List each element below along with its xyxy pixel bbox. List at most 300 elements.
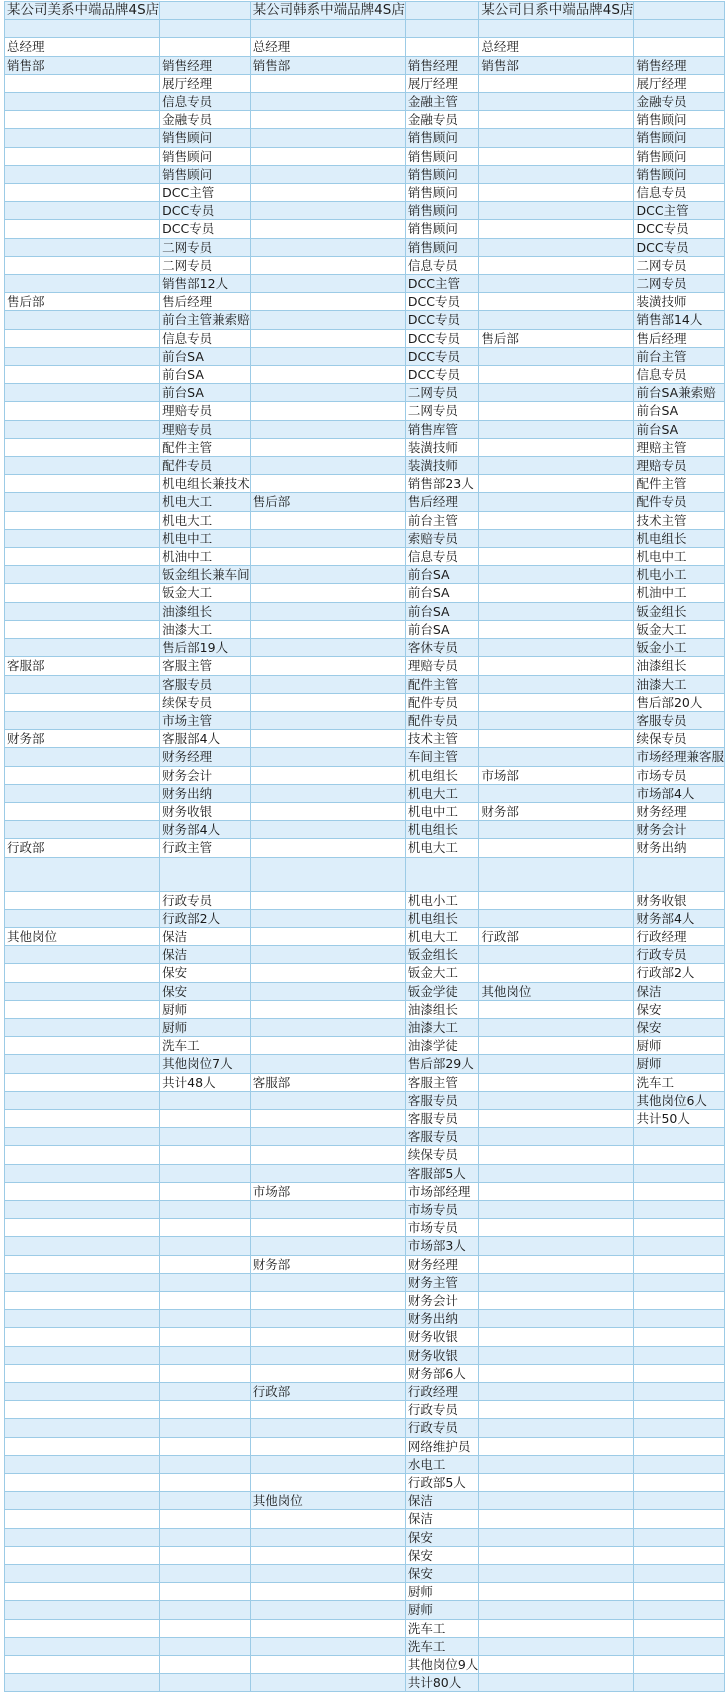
cell-jp-role[interactable]: 技术主管	[634, 511, 725, 529]
cell-us-role[interactable]	[160, 1583, 251, 1601]
cell-us-dept[interactable]	[5, 1656, 160, 1674]
cell-kr-dept[interactable]	[250, 1200, 405, 1218]
header-cell[interactable]	[479, 2, 634, 20]
cell-jp-dept[interactable]	[479, 20, 634, 38]
cell-jp-role[interactable]: 信息专员	[634, 366, 725, 384]
cell-kr-role[interactable]: 销售顾问	[405, 165, 478, 183]
cell-kr-dept[interactable]	[250, 1310, 405, 1328]
cell-kr-dept[interactable]	[250, 927, 405, 945]
cell-us-role[interactable]	[160, 1674, 251, 1692]
cell-us-role[interactable]	[160, 20, 251, 38]
cell-jp-role[interactable]	[634, 1637, 725, 1655]
cell-us-role[interactable]	[160, 1637, 251, 1655]
cell-us-dept[interactable]	[5, 329, 160, 347]
cell-us-role[interactable]	[160, 1255, 251, 1273]
cell-kr-role[interactable]	[405, 20, 478, 38]
cell-jp-role[interactable]	[634, 20, 725, 38]
cell-jp-role[interactable]: 前台SA	[634, 420, 725, 438]
cell-us-dept[interactable]	[5, 1546, 160, 1564]
cell-us-dept[interactable]	[5, 511, 160, 529]
cell-kr-role[interactable]: DCC专员	[405, 329, 478, 347]
cell-us-role[interactable]: 销售顾问	[160, 165, 251, 183]
cell-kr-dept[interactable]	[250, 1419, 405, 1437]
cell-kr-role[interactable]: 销售顾问	[405, 147, 478, 165]
cell-us-role[interactable]: 配件专员	[160, 457, 251, 475]
cell-jp-dept[interactable]	[479, 402, 634, 420]
cell-us-dept[interactable]	[5, 1018, 160, 1036]
cell-us-dept[interactable]	[5, 1619, 160, 1637]
cell-us-role[interactable]: 金融专员	[160, 111, 251, 129]
cell-kr-dept[interactable]	[250, 639, 405, 657]
cell-jp-role[interactable]: 其他岗位6人	[634, 1091, 725, 1109]
cell-jp-role[interactable]	[634, 1292, 725, 1310]
cell-us-dept[interactable]	[5, 1273, 160, 1291]
cell-us-role[interactable]: DCC专员	[160, 202, 251, 220]
cell-kr-dept[interactable]	[250, 347, 405, 365]
cell-jp-role[interactable]: 机电小工	[634, 566, 725, 584]
cell-kr-dept[interactable]	[250, 1510, 405, 1528]
cell-kr-dept[interactable]	[250, 438, 405, 456]
cell-jp-role[interactable]: 财务会计	[634, 821, 725, 839]
cell-us-dept[interactable]	[5, 93, 160, 111]
cell-kr-dept[interactable]	[250, 529, 405, 547]
cell-us-dept[interactable]	[5, 529, 160, 547]
cell-us-role[interactable]: 共计48人	[160, 1073, 251, 1091]
cell-kr-role[interactable]: 油漆组长	[405, 1000, 478, 1018]
cell-us-dept[interactable]	[5, 20, 160, 38]
cell-us-role[interactable]: 客服部4人	[160, 730, 251, 748]
cell-us-dept[interactable]: 销售部	[5, 56, 160, 74]
cell-kr-role[interactable]: 客服专员	[405, 1091, 478, 1109]
cell-kr-dept[interactable]	[250, 1528, 405, 1546]
cell-kr-dept[interactable]	[250, 982, 405, 1000]
cell-jp-role[interactable]	[634, 1273, 725, 1291]
cell-jp-role[interactable]: 洗车工	[634, 1073, 725, 1091]
cell-us-dept[interactable]	[5, 821, 160, 839]
cell-us-role[interactable]: 理赔专员	[160, 402, 251, 420]
cell-kr-role[interactable]: 销售库管	[405, 420, 478, 438]
cell-jp-role[interactable]: 行政经理	[634, 927, 725, 945]
cell-us-dept[interactable]	[5, 1073, 160, 1091]
cell-jp-dept[interactable]	[479, 384, 634, 402]
cell-jp-dept[interactable]: 总经理	[479, 38, 634, 56]
cell-kr-dept[interactable]: 市场部	[250, 1182, 405, 1200]
cell-jp-role[interactable]	[634, 1182, 725, 1200]
cell-jp-dept[interactable]	[479, 1492, 634, 1510]
cell-us-dept[interactable]: 财务部	[5, 730, 160, 748]
cell-jp-role[interactable]: 售后经理	[634, 329, 725, 347]
cell-us-role[interactable]: 销售顾问	[160, 129, 251, 147]
cell-us-dept[interactable]	[5, 238, 160, 256]
cell-kr-role[interactable]: 其他岗位9人	[405, 1656, 478, 1674]
cell-us-role[interactable]	[160, 1455, 251, 1473]
cell-jp-role[interactable]	[634, 1128, 725, 1146]
cell-jp-dept[interactable]: 销售部	[479, 56, 634, 74]
cell-kr-dept[interactable]	[250, 821, 405, 839]
cell-kr-dept[interactable]	[250, 1109, 405, 1127]
cell-kr-dept[interactable]	[250, 784, 405, 802]
header-cell[interactable]	[5, 2, 160, 20]
cell-kr-dept[interactable]	[250, 384, 405, 402]
cell-us-role[interactable]	[160, 1401, 251, 1419]
cell-jp-role[interactable]	[634, 1546, 725, 1564]
cell-us-role[interactable]: 信息专员	[160, 329, 251, 347]
cell-kr-dept[interactable]	[250, 566, 405, 584]
cell-kr-role[interactable]: 保安	[405, 1528, 478, 1546]
cell-us-dept[interactable]	[5, 1583, 160, 1601]
cell-kr-role[interactable]: 销售部23人	[405, 475, 478, 493]
cell-jp-dept[interactable]	[479, 730, 634, 748]
cell-jp-role[interactable]: 装潢技师	[634, 293, 725, 311]
cell-jp-dept[interactable]: 行政部	[479, 927, 634, 945]
cell-us-dept[interactable]	[5, 1383, 160, 1401]
cell-jp-role[interactable]	[634, 1656, 725, 1674]
cell-us-role[interactable]	[160, 1146, 251, 1164]
cell-kr-dept[interactable]	[250, 584, 405, 602]
cell-kr-role[interactable]: 销售顾问	[405, 184, 478, 202]
cell-jp-role[interactable]: 售后部20人	[634, 693, 725, 711]
cell-jp-dept[interactable]	[479, 493, 634, 511]
cell-jp-dept[interactable]	[479, 202, 634, 220]
cell-jp-role[interactable]: 续保专员	[634, 730, 725, 748]
cell-jp-role[interactable]: 共计50人	[634, 1109, 725, 1127]
cell-kr-dept[interactable]	[250, 1018, 405, 1036]
cell-kr-role[interactable]: 装潢技师	[405, 457, 478, 475]
cell-us-dept[interactable]	[5, 1109, 160, 1127]
cell-us-dept[interactable]	[5, 1565, 160, 1583]
cell-us-role[interactable]: 配件主管	[160, 438, 251, 456]
cell-kr-dept[interactable]	[250, 748, 405, 766]
header-cell[interactable]	[250, 2, 405, 20]
cell-us-dept[interactable]	[5, 420, 160, 438]
cell-us-role[interactable]: 信息专员	[160, 93, 251, 111]
cell-us-role[interactable]	[160, 1310, 251, 1328]
cell-kr-role[interactable]: DCC专员	[405, 293, 478, 311]
cell-us-dept[interactable]	[5, 1055, 160, 1073]
cell-us-dept[interactable]	[5, 1000, 160, 1018]
cell-kr-role[interactable]: 续保专员	[405, 1146, 478, 1164]
cell-kr-dept[interactable]	[250, 766, 405, 784]
cell-kr-dept[interactable]: 行政部	[250, 1383, 405, 1401]
cell-jp-dept[interactable]: 市场部	[479, 766, 634, 784]
cell-kr-dept[interactable]	[250, 1128, 405, 1146]
cell-us-role[interactable]	[160, 1292, 251, 1310]
cell-us-role[interactable]: 洗车工	[160, 1037, 251, 1055]
cell-kr-dept[interactable]: 总经理	[250, 38, 405, 56]
cell-kr-role[interactable]: 油漆大工	[405, 1018, 478, 1036]
cell-us-dept[interactable]	[5, 165, 160, 183]
cell-us-role[interactable]	[160, 1109, 251, 1127]
cell-us-role[interactable]: 机油中工	[160, 548, 251, 566]
cell-us-dept[interactable]	[5, 1182, 160, 1200]
cell-jp-dept[interactable]	[479, 1474, 634, 1492]
cell-kr-dept[interactable]	[250, 657, 405, 675]
cell-jp-role[interactable]: 机电组长	[634, 529, 725, 547]
cell-jp-dept[interactable]	[479, 457, 634, 475]
cell-kr-dept[interactable]	[250, 311, 405, 329]
cell-us-dept[interactable]	[5, 129, 160, 147]
cell-jp-dept[interactable]	[479, 566, 634, 584]
cell-us-role[interactable]: 其他岗位7人	[160, 1055, 251, 1073]
cell-kr-dept[interactable]: 客服部	[250, 1073, 405, 1091]
cell-us-dept[interactable]	[5, 784, 160, 802]
cell-jp-role[interactable]: 销售部14人	[634, 311, 725, 329]
cell-kr-role[interactable]: 前台SA	[405, 620, 478, 638]
cell-jp-dept[interactable]	[479, 1091, 634, 1109]
cell-us-role[interactable]	[160, 1528, 251, 1546]
cell-us-dept[interactable]	[5, 1419, 160, 1437]
cell-kr-role[interactable]: 售后部29人	[405, 1055, 478, 1073]
cell-us-role[interactable]: 销售顾问	[160, 147, 251, 165]
cell-kr-dept[interactable]	[250, 93, 405, 111]
cell-jp-dept[interactable]	[479, 1346, 634, 1364]
cell-us-role[interactable]: DCC主管	[160, 184, 251, 202]
cell-us-role[interactable]	[160, 1474, 251, 1492]
cell-jp-dept[interactable]	[479, 366, 634, 384]
cell-jp-dept[interactable]	[479, 891, 634, 909]
cell-jp-role[interactable]: 钣金大工	[634, 620, 725, 638]
cell-kr-dept[interactable]	[250, 329, 405, 347]
cell-jp-role[interactable]: 市场经理兼客服	[634, 748, 725, 766]
cell-kr-dept[interactable]	[250, 1637, 405, 1655]
cell-us-role[interactable]	[160, 1164, 251, 1182]
cell-jp-role[interactable]	[634, 38, 725, 56]
cell-kr-dept[interactable]: 销售部	[250, 56, 405, 74]
cell-kr-role[interactable]: 钣金学徒	[405, 982, 478, 1000]
cell-us-dept[interactable]	[5, 1474, 160, 1492]
cell-kr-dept[interactable]	[250, 1364, 405, 1382]
cell-us-dept[interactable]	[5, 1310, 160, 1328]
cell-us-role[interactable]: 行政专员	[160, 891, 251, 909]
cell-us-dept[interactable]	[5, 1200, 160, 1218]
cell-jp-dept[interactable]	[479, 93, 634, 111]
cell-us-role[interactable]	[160, 1565, 251, 1583]
cell-us-role[interactable]: 机电大工	[160, 493, 251, 511]
cell-jp-role[interactable]	[634, 1346, 725, 1364]
cell-kr-dept[interactable]	[250, 1055, 405, 1073]
cell-kr-role[interactable]: 机电组长	[405, 821, 478, 839]
cell-us-dept[interactable]	[5, 891, 160, 909]
cell-jp-role[interactable]	[634, 1528, 725, 1546]
cell-jp-dept[interactable]: 售后部	[479, 329, 634, 347]
cell-jp-dept[interactable]	[479, 857, 634, 891]
cell-jp-dept[interactable]	[479, 1292, 634, 1310]
cell-kr-dept[interactable]	[250, 1437, 405, 1455]
cell-jp-dept[interactable]	[479, 511, 634, 529]
cell-kr-dept[interactable]	[250, 1455, 405, 1473]
cell-jp-role[interactable]	[634, 1255, 725, 1273]
cell-kr-dept[interactable]	[250, 964, 405, 982]
cell-kr-dept[interactable]	[250, 1474, 405, 1492]
cell-kr-role[interactable]: 配件主管	[405, 675, 478, 693]
cell-jp-role[interactable]	[634, 1583, 725, 1601]
cell-jp-role[interactable]: 展厅经理	[634, 74, 725, 92]
cell-us-dept[interactable]	[5, 1601, 160, 1619]
cell-kr-dept[interactable]	[250, 548, 405, 566]
cell-kr-dept[interactable]	[250, 675, 405, 693]
cell-kr-dept[interactable]	[250, 256, 405, 274]
cell-jp-role[interactable]	[634, 1219, 725, 1237]
cell-kr-role[interactable]: 网络维护员	[405, 1437, 478, 1455]
cell-jp-dept[interactable]	[479, 129, 634, 147]
cell-kr-dept[interactable]	[250, 1346, 405, 1364]
cell-kr-dept[interactable]	[250, 1601, 405, 1619]
cell-us-dept[interactable]	[5, 438, 160, 456]
cell-kr-role[interactable]: 客服主管	[405, 1073, 478, 1091]
cell-jp-role[interactable]	[634, 1401, 725, 1419]
cell-us-role[interactable]	[160, 1601, 251, 1619]
cell-us-role[interactable]: 行政部2人	[160, 909, 251, 927]
cell-us-dept[interactable]	[5, 384, 160, 402]
cell-kr-dept[interactable]	[250, 1292, 405, 1310]
cell-jp-dept[interactable]	[479, 1510, 634, 1528]
cell-us-dept[interactable]	[5, 602, 160, 620]
cell-kr-dept[interactable]	[250, 839, 405, 857]
cell-jp-dept[interactable]	[479, 256, 634, 274]
cell-jp-dept[interactable]	[479, 711, 634, 729]
cell-kr-role[interactable]: 行政经理	[405, 1383, 478, 1401]
cell-jp-dept[interactable]	[479, 1073, 634, 1091]
cell-us-role[interactable]: 二网专员	[160, 256, 251, 274]
cell-jp-role[interactable]: 客服专员	[634, 711, 725, 729]
cell-kr-dept[interactable]	[250, 202, 405, 220]
cell-us-dept[interactable]	[5, 1091, 160, 1109]
cell-kr-dept[interactable]	[250, 129, 405, 147]
cell-kr-role[interactable]: 保安	[405, 1565, 478, 1583]
cell-kr-role[interactable]	[405, 38, 478, 56]
cell-us-role[interactable]	[160, 1419, 251, 1437]
cell-kr-role[interactable]: 市场专员	[405, 1219, 478, 1237]
cell-kr-role[interactable]: 保安	[405, 1546, 478, 1564]
cell-us-dept[interactable]	[5, 1128, 160, 1146]
cell-us-dept[interactable]	[5, 1492, 160, 1510]
cell-us-role[interactable]: 机电组长兼技术	[160, 475, 251, 493]
cell-kr-role[interactable]: 装潢技师	[405, 438, 478, 456]
cell-us-role[interactable]	[160, 1200, 251, 1218]
cell-us-role[interactable]: 前台SA	[160, 347, 251, 365]
cell-kr-dept[interactable]	[250, 165, 405, 183]
cell-jp-dept[interactable]	[479, 1455, 634, 1473]
cell-kr-dept[interactable]: 其他岗位	[250, 1492, 405, 1510]
cell-kr-dept[interactable]	[250, 1328, 405, 1346]
cell-us-role[interactable]	[160, 857, 251, 891]
cell-jp-dept[interactable]	[479, 1401, 634, 1419]
cell-kr-dept[interactable]	[250, 1546, 405, 1564]
cell-kr-dept[interactable]	[250, 620, 405, 638]
cell-kr-role[interactable]: 行政部5人	[405, 1474, 478, 1492]
cell-kr-dept[interactable]	[250, 711, 405, 729]
cell-us-role[interactable]	[160, 1091, 251, 1109]
cell-kr-role[interactable]: 机电组长	[405, 909, 478, 927]
cell-us-role[interactable]: 财务出纳	[160, 784, 251, 802]
cell-us-dept[interactable]	[5, 1255, 160, 1273]
cell-us-dept[interactable]	[5, 711, 160, 729]
cell-kr-dept[interactable]	[250, 1583, 405, 1601]
cell-kr-role[interactable]: 机电大工	[405, 839, 478, 857]
cell-jp-role[interactable]: 市场专员	[634, 766, 725, 784]
cell-us-dept[interactable]	[5, 311, 160, 329]
cell-kr-role[interactable]: 二网专员	[405, 384, 478, 402]
cell-us-dept[interactable]: 其他岗位	[5, 927, 160, 945]
cell-us-dept[interactable]	[5, 1346, 160, 1364]
cell-jp-dept[interactable]: 其他岗位	[479, 982, 634, 1000]
cell-jp-dept[interactable]	[479, 1656, 634, 1674]
cell-us-dept[interactable]	[5, 475, 160, 493]
cell-kr-role[interactable]: 机电小工	[405, 891, 478, 909]
cell-us-role[interactable]: 厨师	[160, 1000, 251, 1018]
cell-us-dept[interactable]	[5, 620, 160, 638]
cell-kr-role[interactable]: 保洁	[405, 1492, 478, 1510]
cell-us-role[interactable]	[160, 1346, 251, 1364]
cell-us-role[interactable]	[160, 1437, 251, 1455]
cell-kr-role[interactable]: 客休专员	[405, 639, 478, 657]
header-cell[interactable]	[634, 2, 725, 20]
cell-us-role[interactable]	[160, 1656, 251, 1674]
cell-us-role[interactable]: 油漆大工	[160, 620, 251, 638]
cell-jp-role[interactable]: 保安	[634, 1018, 725, 1036]
cell-kr-role[interactable]: 行政专员	[405, 1419, 478, 1437]
cell-kr-role[interactable]: 金融主管	[405, 93, 478, 111]
cell-us-dept[interactable]	[5, 748, 160, 766]
cell-jp-dept[interactable]	[479, 184, 634, 202]
cell-jp-dept[interactable]	[479, 1383, 634, 1401]
cell-us-role[interactable]	[160, 1383, 251, 1401]
cell-jp-dept[interactable]	[479, 347, 634, 365]
cell-kr-role[interactable]: 共计80人	[405, 1674, 478, 1692]
cell-us-dept[interactable]	[5, 1637, 160, 1655]
cell-us-dept[interactable]	[5, 1237, 160, 1255]
cell-kr-dept[interactable]	[250, 946, 405, 964]
cell-us-dept[interactable]	[5, 766, 160, 784]
cell-kr-role[interactable]: 洗车工	[405, 1619, 478, 1637]
cell-jp-role[interactable]	[634, 1492, 725, 1510]
cell-jp-dept[interactable]	[479, 1128, 634, 1146]
cell-jp-dept[interactable]	[479, 293, 634, 311]
cell-us-role[interactable]: 钣金大工	[160, 584, 251, 602]
cell-kr-role[interactable]: 机电组长	[405, 766, 478, 784]
cell-us-role[interactable]	[160, 1328, 251, 1346]
cell-kr-role[interactable]: 市场专员	[405, 1200, 478, 1218]
cell-us-role[interactable]: 行政主管	[160, 839, 251, 857]
cell-us-dept[interactable]	[5, 147, 160, 165]
cell-jp-role[interactable]: 理赔主管	[634, 438, 725, 456]
cell-kr-role[interactable]: DCC专员	[405, 311, 478, 329]
cell-us-dept[interactable]	[5, 1510, 160, 1528]
cell-kr-role[interactable]: 机电中工	[405, 802, 478, 820]
cell-us-dept[interactable]	[5, 802, 160, 820]
cell-jp-role[interactable]	[634, 1565, 725, 1583]
cell-kr-dept[interactable]	[250, 20, 405, 38]
cell-kr-role[interactable]: 油漆学徒	[405, 1037, 478, 1055]
cell-jp-dept[interactable]	[479, 821, 634, 839]
cell-jp-dept[interactable]	[479, 1018, 634, 1036]
header-cell[interactable]	[405, 2, 478, 20]
cell-us-role[interactable]: 售后经理	[160, 293, 251, 311]
cell-jp-dept[interactable]	[479, 839, 634, 857]
cell-us-role[interactable]: 售后部19人	[160, 639, 251, 657]
cell-kr-role[interactable]: 水电工	[405, 1455, 478, 1473]
cell-us-dept[interactable]	[5, 909, 160, 927]
cell-us-role[interactable]: 财务收银	[160, 802, 251, 820]
cell-jp-role[interactable]: 财务收银	[634, 891, 725, 909]
cell-jp-dept[interactable]	[479, 275, 634, 293]
cell-us-role[interactable]: 续保专员	[160, 693, 251, 711]
cell-jp-dept[interactable]	[479, 1219, 634, 1237]
cell-jp-dept[interactable]	[479, 147, 634, 165]
cell-kr-dept[interactable]	[250, 74, 405, 92]
cell-kr-role[interactable]: 配件专员	[405, 693, 478, 711]
cell-us-dept[interactable]	[5, 1292, 160, 1310]
